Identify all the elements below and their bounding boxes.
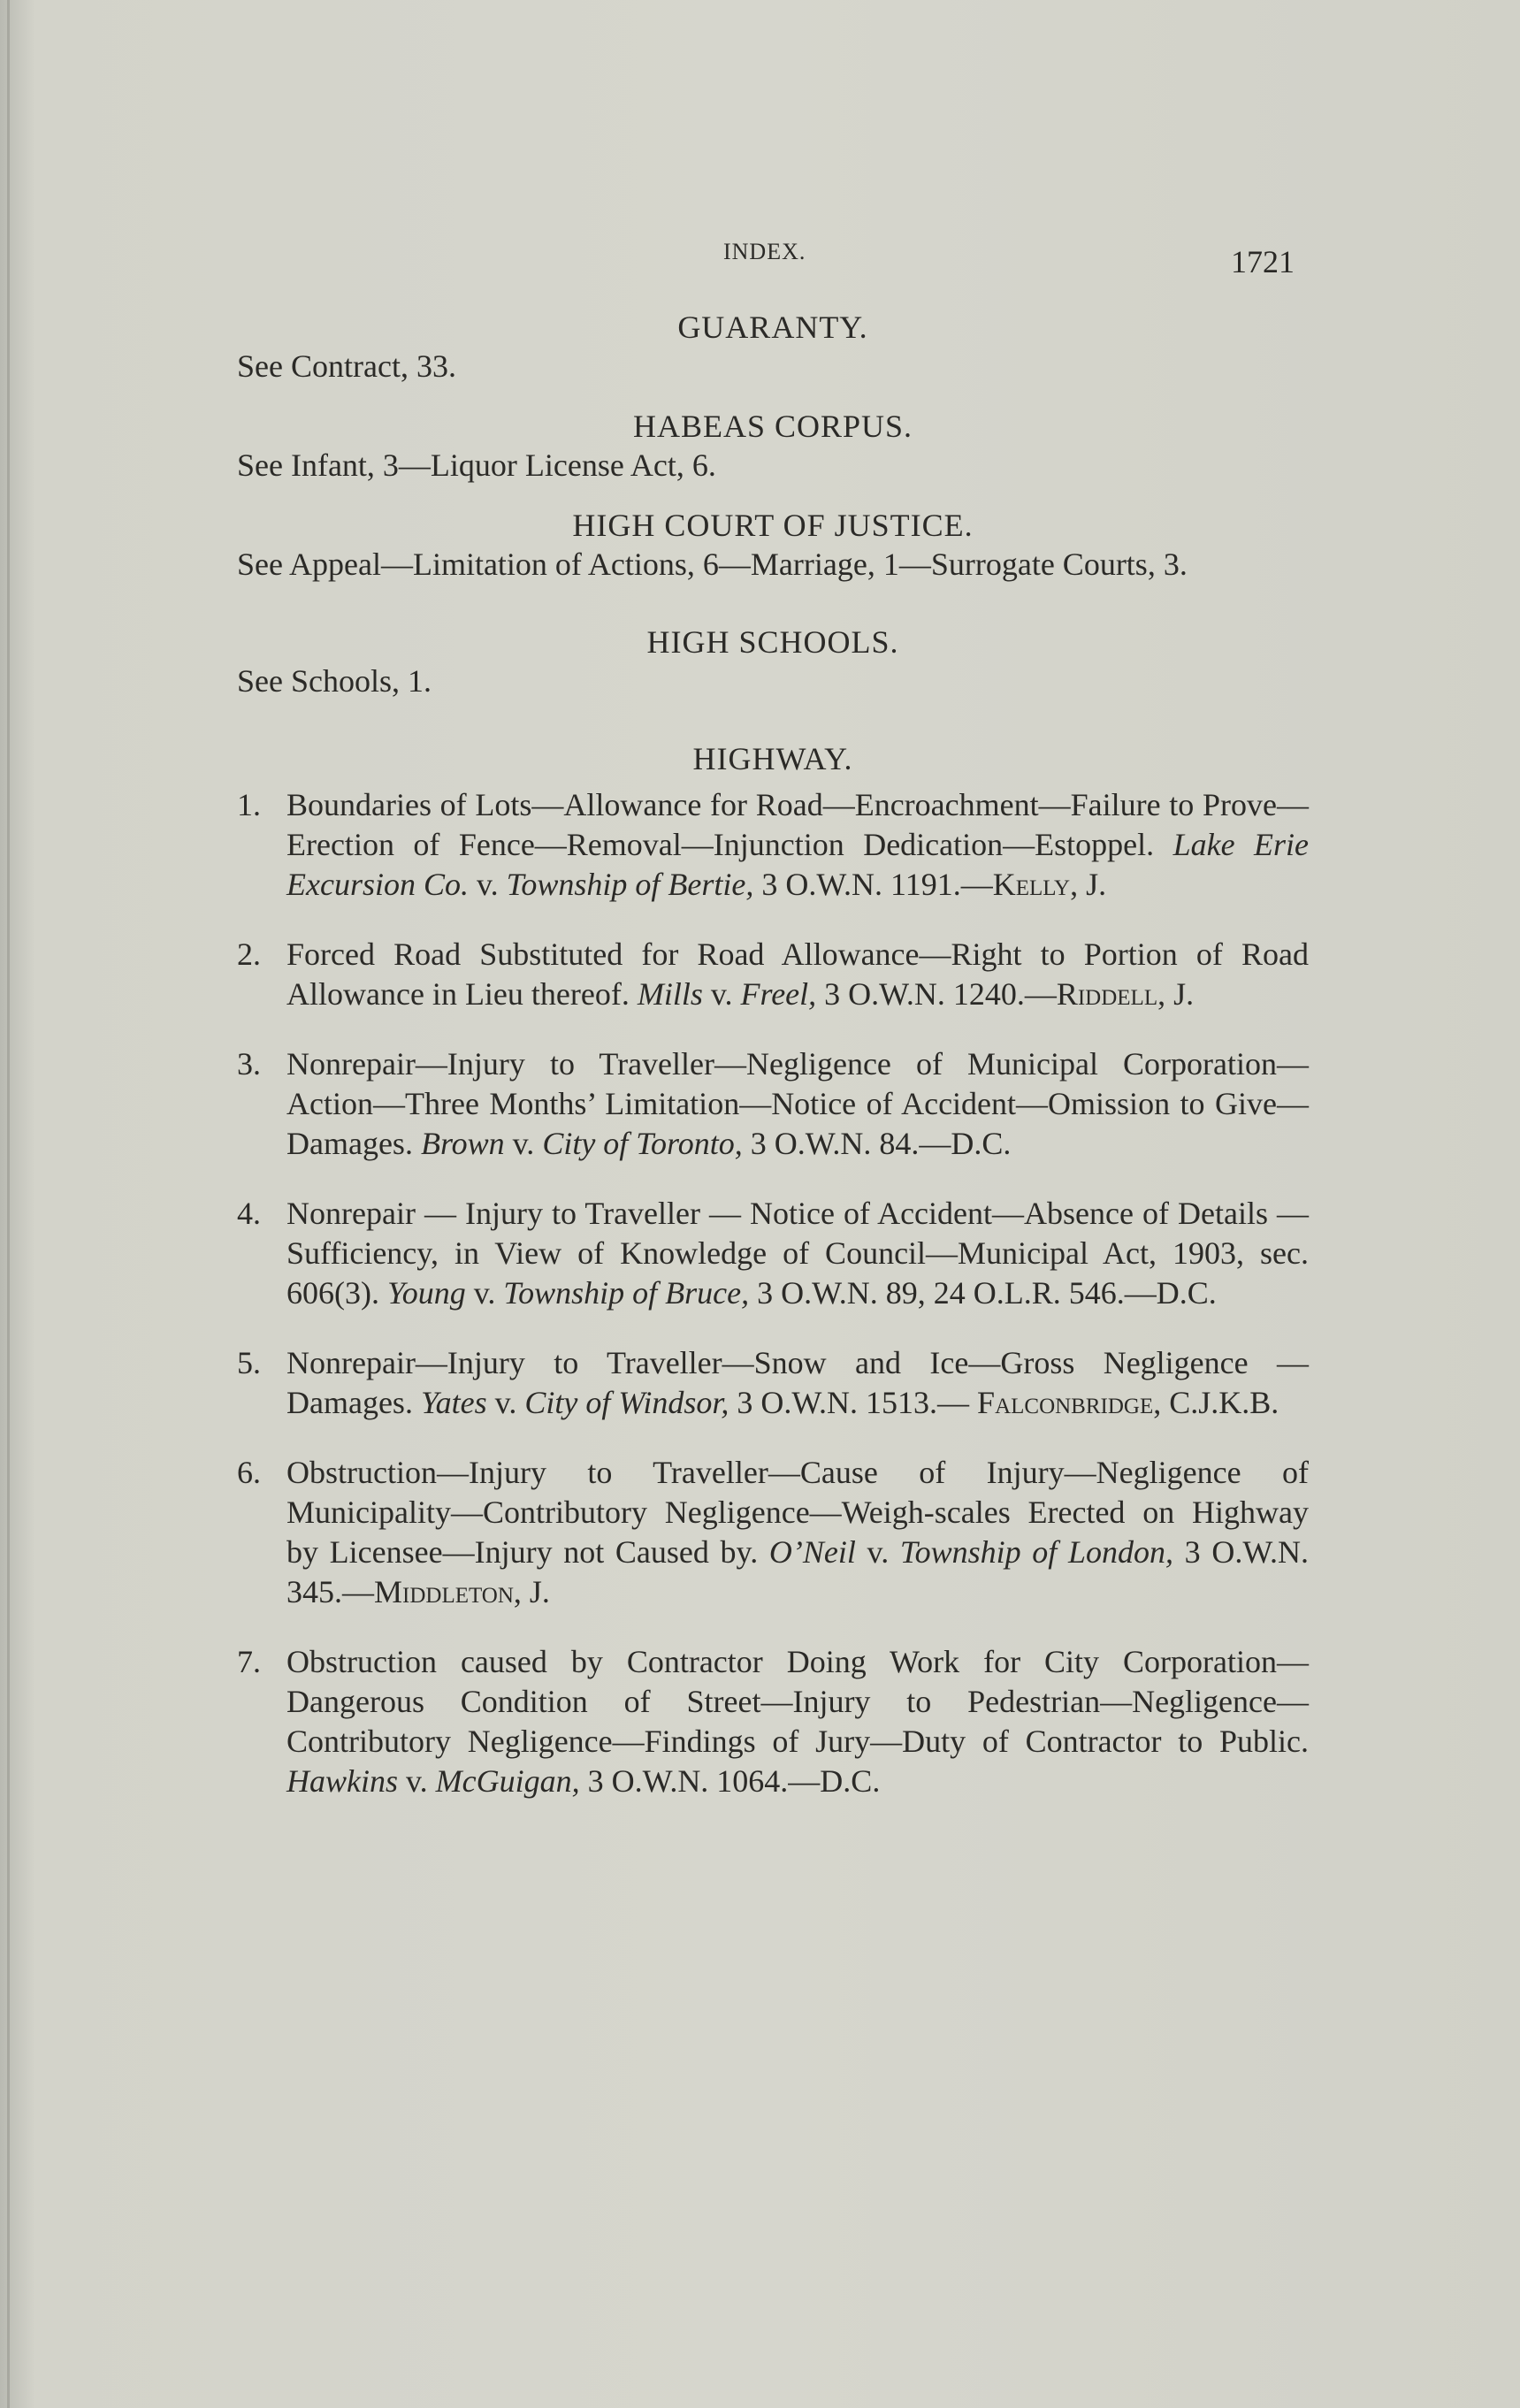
case-versus: v. (867, 1534, 890, 1570)
entry-number: 6. (237, 1455, 261, 1490)
entry-text: Nonrepair — Injury to Traveller — Notice of Accident—Absence of Details — Sufficiency, in View of Knowledge of Council—Municipal Act, 1903, sec. 606(3). (286, 1196, 1309, 1311)
case-name-2: Township of Bruce, (503, 1275, 750, 1311)
heading-highway: HIGHWAY. (692, 741, 853, 776)
case-versus: v. (494, 1385, 517, 1420)
entry-text: Nonrepair—Injury to Traveller—Negligence of Municipal Corporation—Action—Three Months’ Limitation—Notice of Accident—Omission to Give—Damages. (286, 1046, 1309, 1161)
case-name: Mills (637, 976, 703, 1012)
case-versus: v. (512, 1126, 535, 1161)
case-name: Yates (420, 1385, 487, 1420)
entry-number: 3. (237, 1046, 261, 1082)
citation: 3 O.W.N. 89, 24 O.L.R. 546.—D.C. (757, 1275, 1217, 1311)
see-habeas-corpus: See Infant, 3—Liquor License Act, 6. (237, 447, 716, 483)
citation: 3 O.W.N. 345.— (286, 1534, 1310, 1609)
case-name-2: McGuigan, (435, 1763, 580, 1799)
see-high-court: See Appeal—Limitation of Actions, 6—Marriage, 1—Surrogate Courts, 3. (237, 547, 1188, 582)
citation: 3 O.W.N. 1191.— (761, 867, 993, 902)
judge: Kelly, J. (992, 867, 1107, 902)
highway-entry-1 (237, 785, 1309, 905)
entry-number: 2. (237, 936, 261, 972)
case-name-2: Township of London, (899, 1534, 1173, 1570)
case-name: Young (386, 1275, 466, 1311)
highway-entry-6 (237, 1453, 1309, 1612)
entry-text: Forced Road Substituted for Road Allowance—Right to Portion of Road Allowance in Lieu thereof. (286, 936, 1309, 1012)
entry-text: Obstruction caused by Contractor Doing Work for City Corporation—Dangerous Condition of Street—Injury to Pedestrian—Negligence—Contributory Negligence—Findings of Jury—Duty of Contractor to Public. (286, 1644, 1309, 1759)
case-name: Lake Erie Excursion Co. (286, 827, 1309, 902)
citation: 3 O.W.N. 84.—D.C. (750, 1126, 1012, 1161)
highway-entry-4 (237, 1194, 1309, 1313)
entry-text: Nonrepair—Injury to Traveller—Snow and Ice—Gross Negligence — Damages. (286, 1345, 1309, 1420)
judge: Falconbridge, C.J.K.B. (977, 1385, 1279, 1420)
heading-high-schools: HIGH SCHOOLS. (646, 624, 899, 660)
highway-entry-7 (237, 1642, 1309, 1801)
case-versus: v. (406, 1763, 428, 1799)
entry-number: 5. (237, 1345, 261, 1380)
judge: Riddell, J. (1056, 976, 1195, 1012)
see-guaranty: See Contract, 33. (237, 348, 456, 384)
binding-gutter (7, 0, 10, 2408)
citation: 3 O.W.N. 1513.— (737, 1385, 978, 1420)
index-content (237, 308, 1309, 1801)
highway-entry-5 (237, 1343, 1309, 1423)
entry-text: Boundaries of Lots—Allowance for Road—Encroachment—Failure to Prove—Erection of Fence—Removal—Injunction Dedication—Estoppel. (286, 787, 1309, 862)
case-name: Brown (420, 1126, 505, 1161)
case-versus: v. (476, 867, 499, 902)
heading-habeas-corpus: HABEAS CORPUS. (632, 409, 913, 444)
heading-guaranty: GUARANTY. (677, 310, 868, 345)
case-name: Hawkins (286, 1763, 398, 1799)
case-name: O’Neil (768, 1534, 856, 1570)
heading-high-court: HIGH COURT OF JUSTICE. (572, 508, 974, 543)
judge: Middleton, J. (374, 1574, 550, 1609)
running-head: INDEX. (723, 239, 806, 264)
case-name-2: City of Windsor, (524, 1385, 729, 1420)
citation: 3 O.W.N. 1064.—D.C. (587, 1763, 881, 1799)
highway-entry-3 (237, 1044, 1309, 1164)
case-versus: v. (710, 976, 733, 1012)
page-number: 1721 (1231, 244, 1295, 279)
highway-entry-2 (237, 935, 1309, 1014)
case-name-2: City of Toronto, (542, 1126, 743, 1161)
see-high-schools: See Schools, 1. (237, 663, 432, 699)
case-name-2: Township of Bertie, (506, 867, 754, 902)
citation: 3 O.W.N. 1240.— (824, 976, 1057, 1012)
entry-text: Obstruction—Injury to Traveller—Cause of Injury—Negligence of Municipality—Contributory Negligence—Weigh-scales Erected on Highway by Licensee—Injury not Caused by. (286, 1455, 1309, 1570)
case-name-2: Freel, (740, 976, 817, 1012)
case-versus: v. (473, 1275, 496, 1311)
entry-number: 1. (237, 787, 261, 822)
entry-number: 4. (237, 1196, 261, 1231)
entry-number: 7. (237, 1644, 261, 1679)
